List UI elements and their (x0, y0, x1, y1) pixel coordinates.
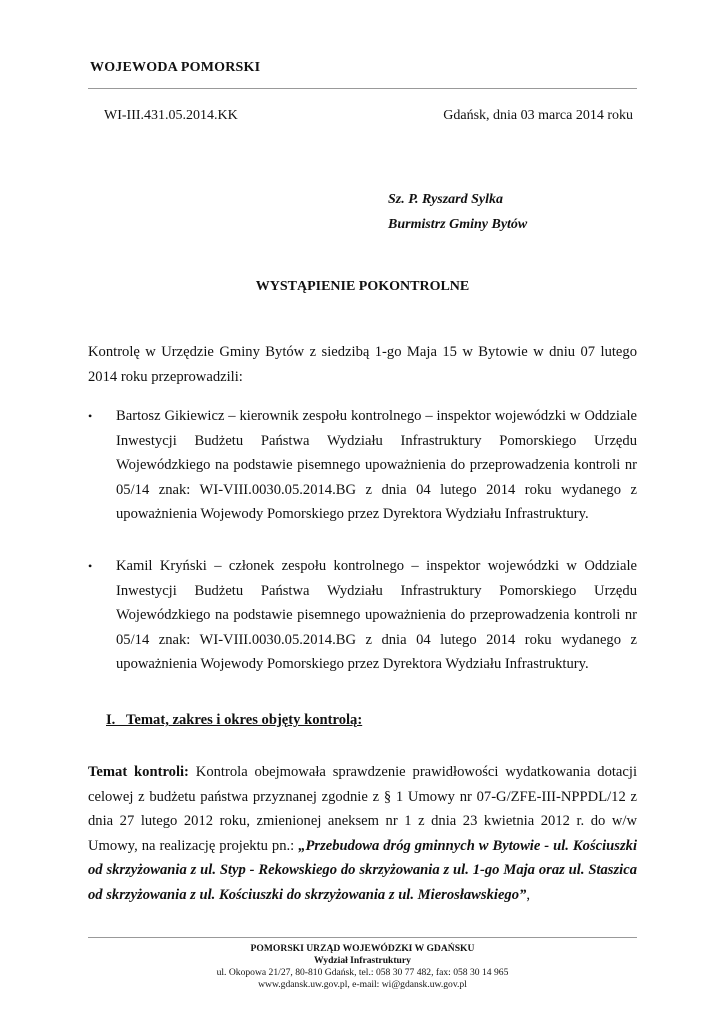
bullet-icon: • (88, 559, 93, 573)
header-rule (88, 88, 637, 89)
inspector-text: Kamil Kryński – członek zespołu kontrolnego – inspektor wojewódzki w Oddziale Inwestycji Budżetu Państwa Wydziału Infrastruktury Pomorskiego Urzędu Wojewódzkiego na podstawie pisemnego upoważnienia do przeprowadzenia kontroli nr 05/14 znak: WI-VIII.0030.05.2014.BG z dnia 04 lutego 2014 roku wydanego z upoważnienia Wojewody Pomorskiego przez Dyrektora Wydziału Infrastruktury. (116, 558, 637, 672)
inspector-item (88, 554, 637, 677)
footer-department: Wydział Infrastruktury (314, 955, 411, 966)
inspector-item (88, 404, 637, 527)
topic-paragraph (88, 760, 637, 907)
intro-paragraph: Kontrolę w Urzędzie Gminy Bytów z siedzibą 1-go Maja 15 w Bytowie w dniu 07 lutego 2014 roku przeprowadzili: (88, 344, 637, 385)
addressee-position: Burmistrz Gminy Bytów (388, 217, 528, 232)
footer-office: POMORSKI URZĄD WOJEWÓDZKI W GDAŃSKU (250, 943, 475, 954)
document-title: WYSTĄPIENIE POKONTROLNE (255, 279, 470, 294)
section-heading: I. Temat, zakres i okres objęty kontrolą: (106, 712, 363, 728)
footer-web: www.gdansk.uw.gov.pl, e-mail: wi@gdansk.uw.gov.pl (258, 979, 467, 990)
document-date: Gdańsk, dnia 03 marca 2014 roku (443, 108, 633, 123)
footer-address: ul. Okopowa 21/27, 80-810 Gdańsk, tel.: 058 30 77 482, fax: 058 30 14 965 (216, 967, 509, 978)
project-name: „Przebudowa dróg gminnych w Bytowie - ul. Kościuszki od skrzyżowania z ul. Styp - Rekowskiego do skrzyżowania z ul. 1-go Maja oraz ul. Staszica od skrzyżowania z ul. Kościuszki do skrzyżowania z ul. Mierosławskiego” (88, 837, 638, 903)
footer (88, 943, 637, 991)
issuer-title: WOJEWODA POMORSKI (90, 60, 261, 75)
topic-label: Temat kontroli: (88, 764, 189, 780)
case-signature: WI-III.431.05.2014.KK (104, 108, 238, 123)
inspector-text: Bartosz Gikiewicz – kierownik zespołu kontrolnego – inspektor wojewódzki w Oddziale Inwestycji Budżetu Państwa Wydziału Infrastruktury Pomorskiego Urzędu Wojewódzkiego na podstawie pisemnego upoważnienia do przeprowadzenia kontroli nr 05/14 znak: WI-VIII.0030.05.2014.BG z dnia 04 lutego 2014 roku wydanego z upoważnienia Wojewody Pomorskiego przez Dyrektora Wydziału Infrastruktury. (116, 408, 637, 522)
addressee-name: Sz. P. Ryszard Sylka (388, 192, 504, 207)
footer-rule (88, 937, 637, 938)
topic-text: Kontrola obejmowała sprawdzenie prawidłowości wydatkowania dotacji celowej z budżetu państwa przyznanej zgodnie z § 1 Umowy nr 07-G/ZFE-III-NPPDL/12 z dnia 27 lutego 2012 roku, zmienionej aneksem nr 1 z dnia 23 kwietnia 2012 r. do w/w Umowy, na realizację projektu pn.: (88, 764, 637, 854)
topic-tail: , (526, 886, 530, 903)
bullet-icon: • (88, 409, 93, 423)
